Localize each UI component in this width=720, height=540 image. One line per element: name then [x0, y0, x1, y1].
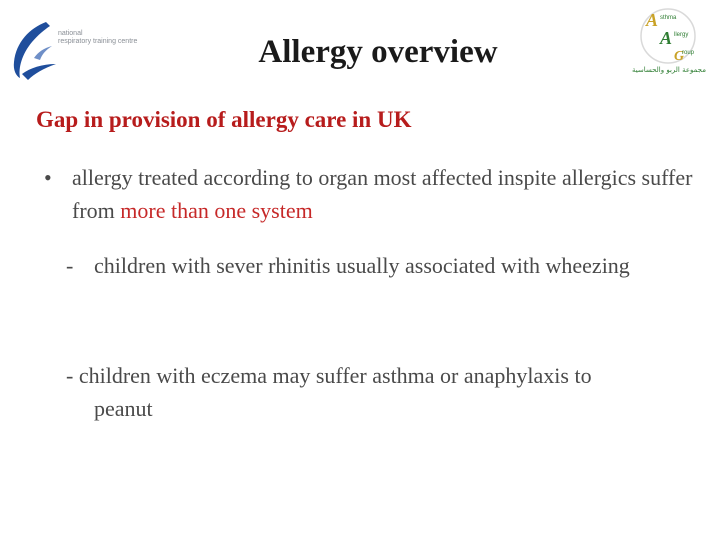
- bullet-text: [72, 161, 704, 227]
- bullet-text-highlight: more than one system: [120, 198, 313, 223]
- bullet-marker: •: [44, 165, 52, 190]
- aag-logo-tagline: مجموعة الربو والحساسية: [632, 66, 706, 74]
- aag-logo-letter: A: [660, 28, 673, 48]
- sub-item-eczema: [66, 359, 718, 425]
- sub-item-eczema-line-2: peanut: [94, 396, 153, 421]
- aag-logo-letter: A: [646, 10, 659, 30]
- ntrc-logo-line-1: national: [58, 30, 83, 37]
- aag-logo-word: sthma: [660, 15, 677, 21]
- bullet-item: [44, 161, 704, 227]
- slide-title: Allergy overview: [258, 34, 498, 70]
- sub-item-rhinitis: [66, 249, 706, 282]
- aag-logo-word: llergy: [674, 32, 689, 38]
- aag-logo-letter: G: [674, 49, 685, 64]
- aag-logo-word: roup: [682, 50, 695, 56]
- slide-subtitle: Gap in provision of allergy care in UK: [36, 107, 412, 132]
- sub-item-marker: -: [66, 253, 74, 278]
- bullet-text-plain: allergy treated according to organ most affected inspite allergics suffer from: [72, 165, 693, 223]
- sub-item-eczema-line-1: - children with eczema may suffer asthma or anaphylaxis to: [66, 363, 592, 388]
- ntrc-logo-line-2: respiratory training centre: [58, 38, 138, 45]
- sub-item-rhinitis-text: children with sever rhinitis usually associated with wheezing: [94, 253, 630, 278]
